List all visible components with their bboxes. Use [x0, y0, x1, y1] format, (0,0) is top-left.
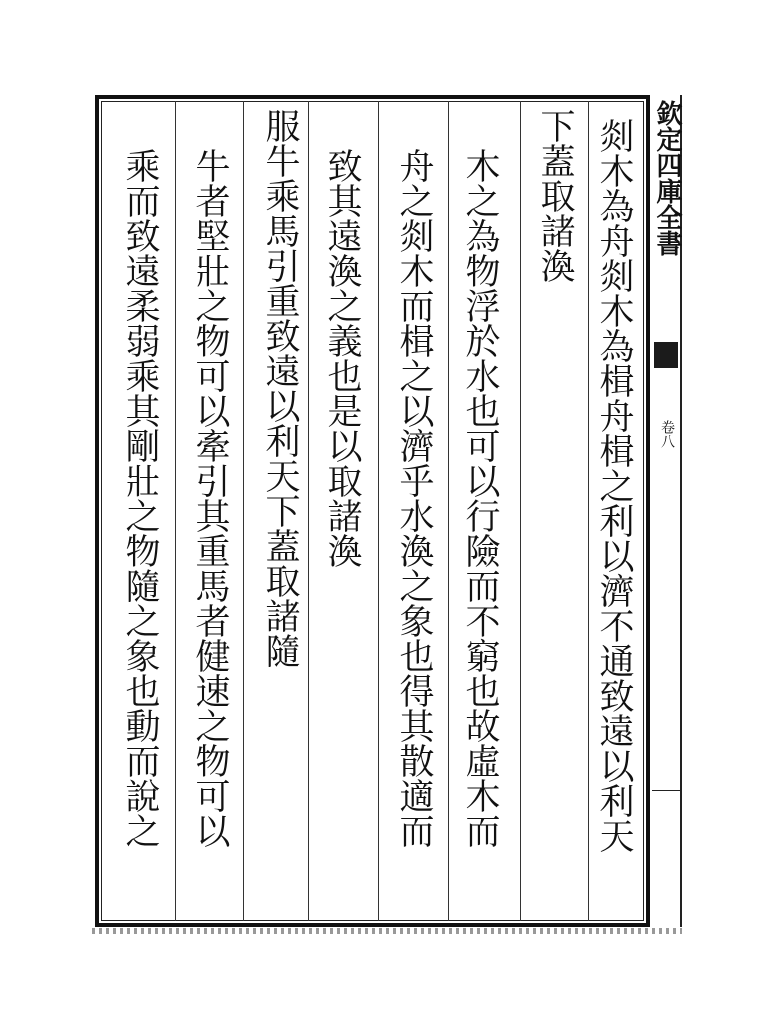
column-divider [378, 101, 379, 921]
column-divider [243, 101, 244, 921]
scan-artifact [92, 928, 682, 934]
column-divider [588, 101, 589, 921]
text-column-5: 致其遠渙之義也是以取諸渙 [322, 148, 362, 568]
text-column-6: 服牛乘馬引重致遠以利天下蓋取諸隨 [260, 108, 300, 668]
text-column-3: 木之為物浮於水也可以行險而不窮也故虛木而 [460, 148, 500, 848]
text-column-1: 剡木為舟剡木為楫舟楫之利以濟不通致遠以利天 [594, 118, 634, 853]
text-column-4: 舟之剡木而楫之以濟乎水渙之象也得其散適而 [394, 148, 434, 848]
column-divider [520, 101, 521, 921]
text-column-8: 乘而致遠柔弱乘其剛壯之物隨之象也動而說之 [120, 148, 160, 848]
column-divider [308, 101, 309, 921]
margin-divider [652, 790, 682, 791]
text-column-7: 牛者堅壯之物可以牽引其重馬者健速之物可以 [190, 148, 230, 848]
column-divider [175, 101, 176, 921]
collection-title: 欽定四庫全書 [652, 100, 682, 256]
volume-label: 卷八 [659, 420, 675, 448]
fishtail-mark-icon [654, 342, 678, 368]
column-divider [448, 101, 449, 921]
text-column-2: 下蓋取諸渙 [535, 108, 575, 283]
